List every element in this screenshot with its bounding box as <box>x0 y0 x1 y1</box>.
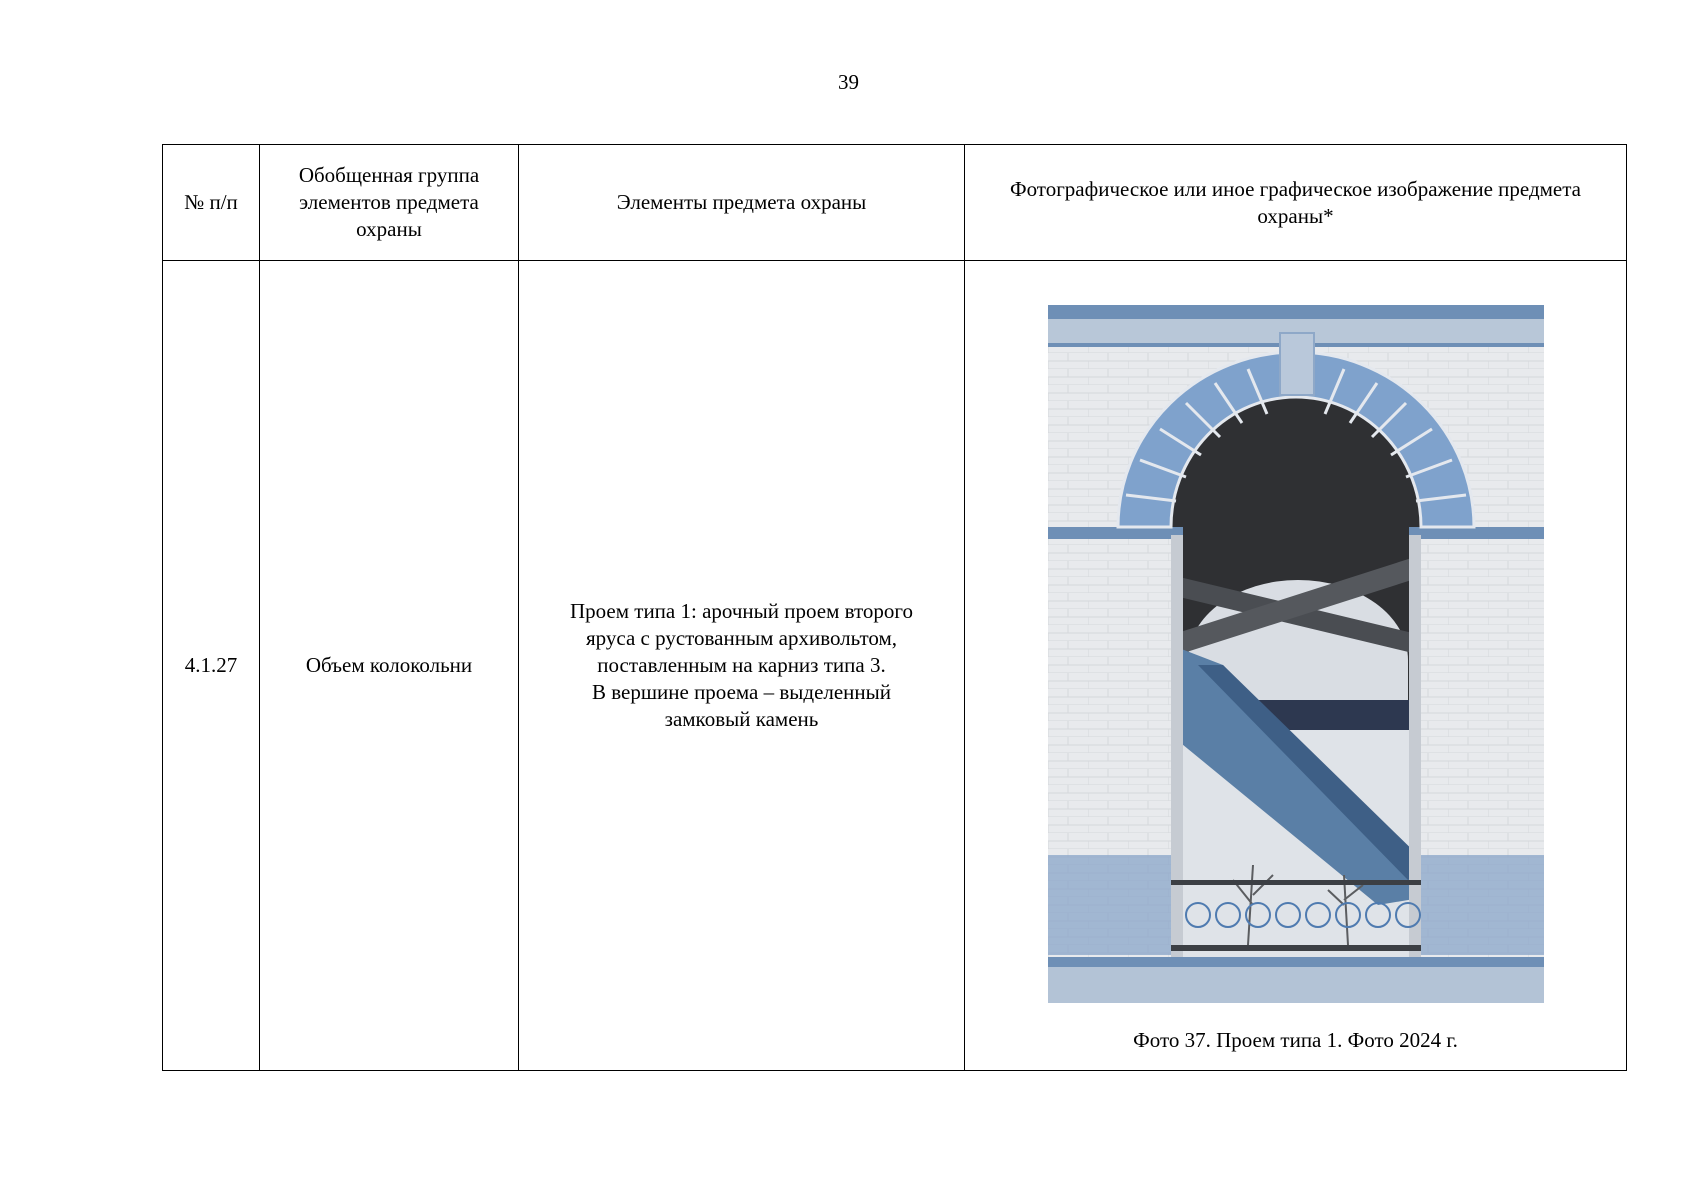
photo-illustration <box>1048 305 1544 1003</box>
bell-tower-opening-photo <box>1048 305 1544 1003</box>
header-image: Фотографическое или иное графическое изображение предмета охраны* <box>965 145 1627 261</box>
protection-table <box>162 144 1627 1071</box>
header-number: № п/п <box>163 145 260 261</box>
header-group: Обобщенная группа элементов предмета охраны <box>260 145 519 261</box>
row-description <box>519 261 965 1071</box>
description-line: Проем типа 1: арочный проем второго <box>569 599 913 623</box>
description-line: поставленным на карниз типа 3. <box>597 653 886 677</box>
row-group: Объем колокольни <box>260 261 519 1071</box>
row-photo-cell <box>965 261 1627 1071</box>
description-line: замковый камень <box>664 707 819 731</box>
row-number: 4.1.27 <box>163 261 260 1071</box>
photo-caption: Фото 37. Проем типа 1. Фото 2024 г. <box>1133 1028 1458 1052</box>
header-elements: Элементы предмета охраны <box>519 145 965 261</box>
description-line: В вершине проема – выделенный <box>591 680 892 704</box>
table-row <box>163 261 1627 1071</box>
table-header-row <box>163 145 1627 261</box>
description-line: яруса с рустованным архивольтом, <box>586 626 897 650</box>
page-number: 39 <box>838 70 859 94</box>
